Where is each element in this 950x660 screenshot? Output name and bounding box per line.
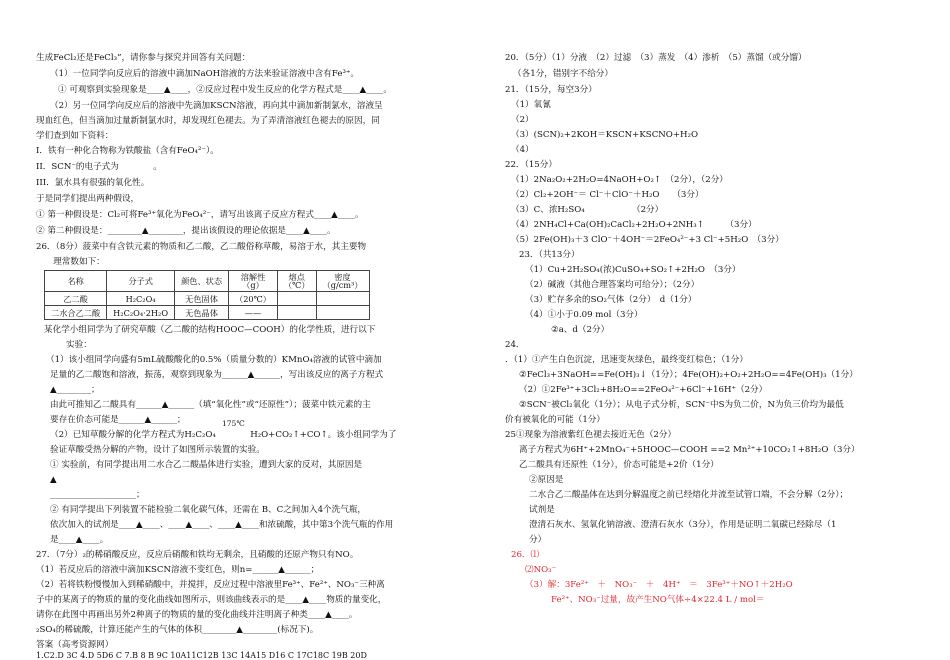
answer-key-line: 1.C2.D 3C 4.D 5D6 C 7.B 8 B 9C 10A11C12B 13C 14A15 D16 C 17C18C 19B 20D	[36, 651, 367, 660]
text-line: ₂SO₄的稀硫酸，计算还能产生的气体的体积________▲________(标况下)。	[36, 625, 319, 635]
text-line: （4）①小于0.09 mol（3分）	[525, 310, 643, 320]
table-header-row	[45, 271, 370, 292]
text-line: 理常数如下：	[36, 257, 105, 267]
text-line: （各1分，错别字不给分）	[513, 69, 613, 79]
table-row	[45, 292, 370, 306]
table-header-cell: 溶解性 （g）	[229, 271, 278, 292]
text-line: （2）Cl₂+2OH⁻＝ Cl⁻＋ClO⁻＋H₂O （3分）	[511, 190, 704, 200]
text-line: 分）	[529, 535, 547, 545]
text-line: （2）①2Fe³⁺+3Cl₂+8H₂O==2FeO₄²⁻+6Cl⁻+16H⁺（2分）	[519, 385, 768, 395]
text-line: 由此可推知乙二酸具有______▲______（填“氧化性”或“还原性”）；菠菜中铁元素的主	[50, 400, 371, 410]
text-line: ▲________；	[50, 385, 100, 395]
text-line: 请你在此图中再画出另外2种离子的物质的量的变化曲线并注明离子种类____▲____。	[36, 610, 358, 620]
text-line: ．（1）①产生白色沉淀，迅速变灰绿色，最终变红棕色；（1分）	[505, 355, 748, 365]
text-line: 21．（15分，每空3分）	[505, 85, 597, 95]
text-line: ▲	[50, 475, 57, 485]
text-line: ②原因是	[529, 475, 564, 485]
table-header-cell: 分子式	[107, 271, 175, 292]
text-line: II．SCN⁻的电子式为 。	[36, 162, 162, 172]
text-line: ②FeCl₃+3NaOH==Fe(OH)₃↓（1分）；4Fe(OH)₂+O₂+2H₂O==4Fe(OH)₃（1分）	[519, 370, 858, 380]
text-line: （3）C、浓H₂SO₄ （2分）	[511, 205, 664, 215]
text-line: 二水合乙二酸晶体在达到分解温度之前已经熔化并流至试管口端，不会分解（2分）；	[529, 490, 849, 500]
text-line: （3）贮存多余的SO₂气体（2分） d（1分）	[525, 295, 697, 305]
table-cell	[316, 306, 369, 320]
answer-heading: 答案（高考资源网）	[36, 640, 114, 650]
text-line: 试剂是	[529, 505, 555, 515]
text-line: （2）另一位同学向反应后的溶液中先滴加KSCN溶液，再向其中滴加新制氯水，溶液呈	[50, 101, 383, 111]
text-line: 某化学小组同学为了研究草酸（乙二酸的结构HOOC—COOH）的化学性质，进行以下	[44, 325, 376, 335]
text-line: （3）(SCN)₂+2KOH＝KSCN+KSCNO+H₂O	[511, 130, 699, 140]
text-line: （4）	[511, 145, 534, 155]
table-cell: H₂C₂O₄·2H₂O	[107, 306, 175, 320]
text-line: （1）该小组同学向盛有5mL硫酸酸化的0.5%（质量分数的）KMnO₄溶液的试管中滴加	[46, 355, 382, 365]
text-line: 乙二酸具有还原性（1分），价态可能是+2价（1分）	[519, 460, 719, 470]
text-line: 25①现象为溶液紫红色褪去接近无色（2分）	[505, 430, 677, 440]
text-line: ____________________；	[50, 490, 145, 500]
text-line: III．氯水具有很强的氧化性。	[36, 178, 150, 188]
table-cell: 无色晶体	[175, 306, 229, 320]
text-line: 24．	[505, 340, 525, 350]
text-line: 于是同学们提出两种假设，	[36, 194, 140, 204]
table-row	[45, 306, 370, 320]
text-line: 依次加入的试剂是____▲____、____▲____、____▲____和浓硫酸，其中第3个洗气瓶的作用	[50, 520, 394, 530]
text-line: 20．（5分）（1）分液 （2）过滤 （3）蒸发 （4）渗析 （5）蒸馏（或分馏）	[505, 53, 807, 63]
table-header-cell: 名称	[45, 271, 107, 292]
table-cell: 乙二酸	[45, 292, 107, 306]
table-header-cell: 颜色、状态	[175, 271, 229, 292]
text-line: 现血红色，但当滴加过量新制氯水时，却发现红色褪去。为了弄清溶液红色褪去的原因，同	[36, 116, 380, 126]
text-line: 23．（共13分）	[519, 250, 580, 260]
text-line: 子中的某离子的物质的量的变化曲线如图所示，则该曲线表示的是____▲____物质的量变化，	[36, 595, 387, 605]
text-line: 要存在价态可能是______▲______；	[50, 415, 186, 425]
table-header-cell: 密度 （g/cm³）	[316, 271, 369, 292]
text-line: （5）2Fe(OH)₃＋3 ClO⁻＋4OH⁻＝2FeO₄²⁻+3 Cl⁻+5H₂O （3分）	[511, 235, 784, 245]
text-line: 学们查到如下资料：	[36, 131, 114, 141]
text-line: （2）碱液（其他合理答案均可给分）；（2分）	[525, 280, 700, 290]
answer-line: （3）解：3Fe²⁺ ＋ NO₃⁻ ＋ 4H⁺ ＝ 3Fe³⁺＋NO↑＋2H₂O	[525, 580, 793, 590]
answer-line: ⑵NO₃⁻	[525, 565, 557, 575]
text-line: 生成FeCl₂还是FeCl₃”，请你参与探究并回答有关问题：	[36, 53, 251, 63]
text-line: 澄清石灰水、氢氧化钠溶液、澄清石灰水（3分），作用是证明二氧碳已经除尽（1	[529, 520, 837, 530]
text-line: ② 有同学提出下列装置不能检验二氧化碳气体，还需在 B、C之间加入4个洗气瓶，	[50, 505, 367, 515]
text-line: I．铁有一种化合物称为铁酸盐（含有FeO₄²⁻）。	[36, 146, 219, 156]
table-cell: 二水合乙二酸	[45, 306, 107, 320]
text-line: 27．（7分）₂的稀硝酸反应，反应后硝酸和铁均无剩余，且硝酸的还原产物只有NO。	[36, 550, 359, 560]
text-line: （2）若将铁粉慢慢加入到稀硝酸中，并搅拌，反应过程中溶液里Fe³⁺、Fe²⁺、NO₃⁻三种离	[36, 580, 385, 590]
table-header-cell: 熔点 （℃）	[277, 271, 316, 292]
text-line: 足量的乙二酸饱和溶液，振荡，观察到现象为______▲______，写出该反应的离子方程式	[50, 370, 384, 380]
oxalic-acid-constants-table	[44, 270, 370, 320]
text-line: 22．（15分）	[505, 160, 557, 170]
table-cell	[316, 292, 369, 306]
text-line: （1）若反应后的溶液中滴加KSCN溶液不变红色，则n=______▲______；	[36, 565, 320, 575]
text-line: （1）Cu+2H₂SO₄(浓)CuSO₄+SO₂↑+2H₂O （3分）	[525, 265, 741, 275]
text-line: 验证草酸受热分解的产物，设计了如图所示装置的实验。	[50, 445, 265, 455]
table-cell: ——	[229, 306, 278, 320]
text-line: ① 可观察到实验现象是____▲____，②反应过程中发生反应的化学方程式是____▲____。	[58, 85, 392, 95]
text-line: 离子方程式为6H⁺+2MnO₄⁻+5HOOC—COOH ==2 Mn²⁺+10CO₂↑+8H₂O（3分）	[519, 445, 860, 455]
table-cell	[277, 292, 316, 306]
answer-line: 26．⑴	[511, 550, 540, 560]
text-line: 26．（8分）菠菜中有含铁元素的物质和乙二酸，乙二酸俗称草酸，易溶于水，其主要物	[36, 242, 367, 252]
text-line: 价有被氧化的可能（1分）	[505, 415, 605, 425]
text-line: （1）2Na₂O₂+2H₂O=4NaOH+O₂↑ （2分），（2分）	[511, 175, 728, 185]
table-cell: （20℃）	[229, 292, 278, 306]
text-line: （2）	[511, 115, 534, 125]
text-line: （1）一位同学向反应后的溶液中滴加NaOH溶液的方法来验证溶液中含有Fe³⁺。	[50, 69, 360, 79]
text-line: ① 第一种假设是：Cl₂可将Fe³⁺氧化为FeO₄²⁻，请写出该离子反应方程式____▲____。	[36, 210, 364, 220]
table-cell: 无色固体	[175, 292, 229, 306]
reaction-condition-label: 175℃	[222, 419, 245, 428]
answer-line: Fe²⁺、NO₃⁻过量，故产生NO气体÷4×22.4 L / mol＝	[551, 595, 765, 605]
text-line: （2）已知草酸分解的化学方程式为H₂C₂O₄ H₂O+CO₂↑+CO↑。该小组同学为了	[50, 430, 397, 440]
text-line: ② 第二种假设是：________▲________，提出该假设的理论依据是____▲____。	[36, 226, 336, 236]
text-line: （1）氧氰	[511, 100, 551, 110]
text-line: （4）2NH₄Cl+Ca(OH)₂CaCl₂+2H₂O+2NH₃↑ （3分）	[511, 220, 757, 230]
table-cell: H₂C₂O₄	[107, 292, 175, 306]
table-cell	[277, 306, 316, 320]
text-line: ②a、d（2分）	[551, 325, 610, 335]
text-line: 是____▲____。	[50, 535, 109, 545]
text-line: ① 实验前，有同学提出用二水合乙二酸晶体进行实验，遭到大家的反对，其原因是	[50, 460, 363, 470]
text-line: ②SCN⁻被Cl₂氧化（1分）；从电子式分析，SCN⁻中S为负二价，N为负三价均为最低	[519, 400, 844, 410]
text-line: 实验：	[66, 340, 92, 350]
